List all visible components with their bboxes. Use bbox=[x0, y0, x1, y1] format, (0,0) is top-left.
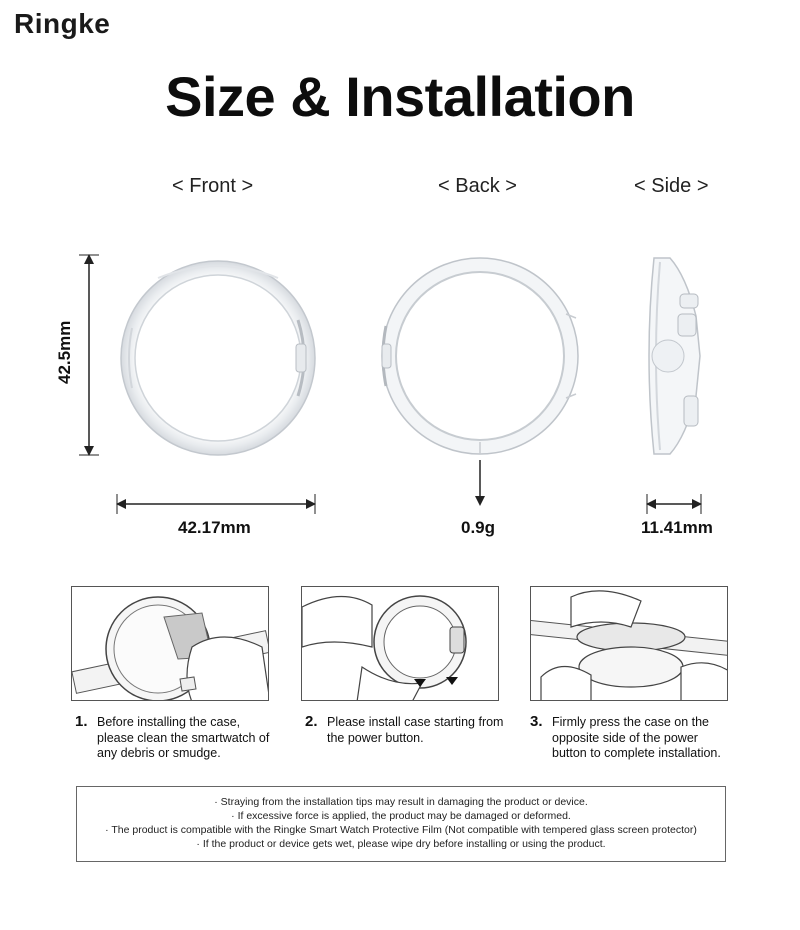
depth-dimension-label: 11.41mm bbox=[641, 518, 713, 537]
ring-case-front-image bbox=[118, 258, 318, 458]
step-1 bbox=[75, 715, 275, 762]
step-1-text: Before installing the case, please clean the smartwatch of any debris or smudge. bbox=[97, 715, 270, 760]
back-view-label: < Back > bbox=[438, 175, 517, 197]
brand-logo: Ringke bbox=[14, 8, 111, 39]
notice-line: · Straying from the installation tips may result in damaging the product or device. bbox=[214, 796, 588, 808]
step-1-illustration bbox=[71, 586, 269, 701]
notice-line: · If the product or device gets wet, please wipe dry before installing or using the product. bbox=[196, 838, 606, 850]
side-view-label: < Side > bbox=[634, 175, 709, 197]
step-2-illustration bbox=[301, 586, 499, 701]
ring-case-back-image bbox=[380, 256, 580, 456]
step-3-number: 3. bbox=[530, 713, 543, 730]
weight-pointer-arrow-icon bbox=[470, 460, 490, 510]
height-dimension-arrow-icon bbox=[74, 252, 104, 458]
ring-case-side-image bbox=[640, 256, 710, 456]
step-2 bbox=[305, 715, 505, 746]
height-dimension-label: 42.5mm bbox=[55, 320, 74, 384]
width-dimension-label: 42.17mm bbox=[178, 518, 251, 537]
notice-box bbox=[76, 786, 726, 862]
step-2-text: Please install case starting from the power button. bbox=[327, 715, 504, 745]
notice-line: · The product is compatible with the Ringke Smart Watch Protective Film (Not compatible with tempered glass screen protector) bbox=[105, 824, 697, 836]
page-title: Size & Installation bbox=[165, 65, 635, 128]
step-3 bbox=[530, 715, 735, 762]
step-3-illustration bbox=[530, 586, 728, 701]
step-2-number: 2. bbox=[305, 713, 318, 730]
step-1-number: 1. bbox=[75, 713, 88, 730]
step-3-text: Firmly press the case on the opposite side of the power button to complete installation. bbox=[552, 715, 721, 760]
depth-dimension-arrow-icon bbox=[644, 494, 704, 514]
press-case-image bbox=[531, 587, 728, 701]
cleaning-watch-image bbox=[72, 587, 269, 701]
notice-line: · If excessive force is applied, the product may be damaged or deformed. bbox=[231, 810, 571, 822]
install-power-button-image bbox=[302, 587, 499, 701]
weight-label: 0.9g bbox=[461, 518, 496, 537]
width-dimension-arrow-icon bbox=[114, 494, 318, 514]
front-view-label: < Front > bbox=[172, 175, 254, 197]
